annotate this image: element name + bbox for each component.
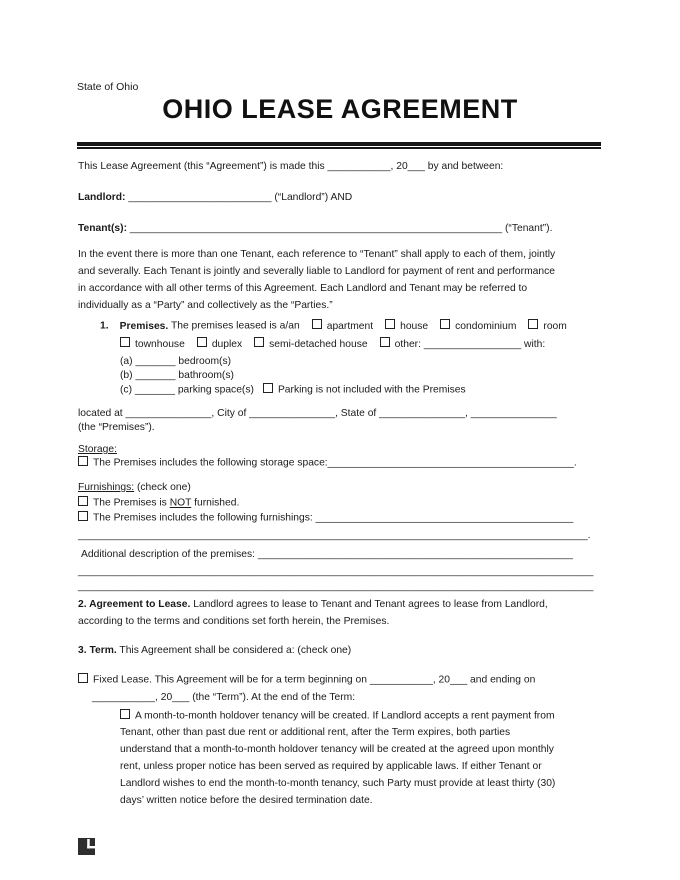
option-label: room bbox=[543, 320, 567, 332]
divider-thick-line bbox=[77, 142, 601, 146]
page-title: OHIO LEASE AGREEMENT bbox=[162, 94, 518, 124]
title-divider bbox=[77, 142, 601, 149]
option-label: duplex bbox=[211, 338, 243, 350]
agreement-to-lease-heading: 2. Agreement to Lease. bbox=[78, 599, 191, 610]
agreement-to-lease-line-1 bbox=[78, 598, 548, 612]
tenant-blank: _________________________________________________________________ (“Tenant”). bbox=[127, 223, 553, 234]
additional-blank-line: __________________________________________________________________________________________ bbox=[78, 566, 594, 577]
checkbox-not-furnished[interactable] bbox=[78, 496, 88, 506]
term-heading: 3. Term. bbox=[78, 645, 117, 656]
premises-lead: The premises leased is a/an bbox=[168, 320, 300, 332]
checkbox-apartment[interactable] bbox=[312, 319, 322, 329]
made-line: This Lease Agreement (this “Agreement”) is made this ___________, 20___ by and between: bbox=[78, 161, 504, 172]
checkbox-other[interactable] bbox=[380, 337, 390, 347]
term-body: This Agreement shall be considered a: (check one) bbox=[116, 645, 352, 656]
other-label: other: bbox=[394, 338, 421, 350]
option-semi-detached-house bbox=[254, 339, 367, 350]
option-label: townhouse bbox=[135, 338, 185, 350]
option-other bbox=[380, 339, 546, 350]
checkbox-holdover-tenancy[interactable] bbox=[120, 709, 130, 719]
fixed-lease-line-1 bbox=[78, 673, 535, 688]
option-condominium bbox=[440, 321, 516, 332]
parking-spaces-text: (c) _______ parking space(s) bbox=[120, 384, 254, 396]
tenant-line bbox=[78, 222, 552, 236]
agreement-to-lease-body: Landlord agrees to lease to Tenant and Tenant agrees to lease from Landlord, bbox=[190, 599, 548, 610]
not-furnished-post: furnished. bbox=[191, 497, 240, 509]
holdover-line: rent, unless proper notice has been served as required by applicable laws. If either Tenant or bbox=[120, 761, 542, 772]
joint-paragraph-line: In the event there is more than one Tenant, each reference to “Tenant” shall apply to each of them, jointly bbox=[78, 249, 556, 260]
option-townhouse bbox=[120, 339, 185, 350]
furnishings-overflow-blank: _________________________________________________________________________________________. bbox=[78, 530, 591, 541]
checkbox-semi-detached-house[interactable] bbox=[254, 337, 264, 347]
premises-item-c bbox=[120, 383, 466, 398]
premises-line-2 bbox=[120, 337, 545, 352]
not-word: NOT bbox=[169, 497, 192, 509]
option-apartment bbox=[312, 321, 373, 332]
not-furnished-line bbox=[78, 496, 239, 511]
landlord-label: Landlord: bbox=[78, 192, 126, 203]
joint-paragraph-line: in accordance with all other terms of this Agreement. Each Landlord and Tenant may be referred to bbox=[78, 283, 528, 294]
option-house bbox=[385, 321, 428, 332]
premises-parenthetical: (the “Premises”). bbox=[78, 422, 155, 433]
not-furnished-pre: The Premises is bbox=[93, 497, 170, 509]
fixed-lease-line-2: ___________, 20___ (the “Term”). At the end of the Term: bbox=[92, 692, 356, 703]
with-label: with: bbox=[524, 338, 546, 350]
checkbox-house[interactable] bbox=[385, 319, 395, 329]
premises-line-1 bbox=[100, 319, 567, 334]
additional-description-line: Additional description of the premises: _______________________________________________________ bbox=[81, 549, 573, 560]
furnishings-heading-suffix: (check one) bbox=[134, 482, 191, 493]
state-label: State of Ohio bbox=[77, 81, 139, 93]
checkbox-duplex[interactable] bbox=[197, 337, 207, 347]
checkbox-fixed-lease[interactable] bbox=[78, 673, 88, 683]
additional-blank-line: __________________________________________________________________________________________ bbox=[78, 581, 594, 592]
premises-heading: Premises. bbox=[119, 320, 169, 332]
term-line bbox=[78, 644, 351, 658]
checkbox-parking-not-included[interactable] bbox=[263, 383, 273, 393]
holdover-line: Landlord wishes to end the month-to-month tenancy, such Party must provide at least thirty (30) bbox=[120, 778, 556, 789]
premises-number: 1. bbox=[100, 320, 109, 332]
holdover-line bbox=[120, 709, 555, 724]
parking-not-included-label: Parking is not included with the Premises bbox=[277, 384, 466, 396]
tenant-label: Tenant(s): bbox=[78, 223, 128, 234]
legal-templates-logo-icon bbox=[78, 838, 95, 855]
other-blank: _________________ bbox=[420, 338, 525, 350]
fixed-lease-text: Fixed Lease. This Agreement will be for a term beginning on ___________, 20___ and ending on bbox=[93, 674, 536, 686]
option-label: apartment bbox=[326, 320, 374, 332]
holdover-text: A month-to-month holdover tenancy will be created. If Landlord accepts a rent payment from bbox=[135, 710, 555, 722]
landlord-blank: _________________________ (“Landlord”) AND bbox=[125, 192, 353, 203]
option-label: house bbox=[400, 320, 429, 332]
joint-paragraph-line: and severally. Each Tenant is jointly and severally liable to Landlord for payment of rent and performance bbox=[78, 266, 555, 277]
holdover-line: Tenant, other than past due rent or additional rent, after the Term expires, both parties bbox=[120, 727, 511, 738]
checkbox-townhouse[interactable] bbox=[120, 337, 130, 347]
storage-heading: Storage: bbox=[78, 444, 117, 455]
includes-furnishings-line bbox=[78, 511, 573, 526]
option-label: condominium bbox=[455, 320, 517, 332]
option-label: semi-detached house bbox=[269, 338, 368, 350]
located-line: located at _______________, City of _______________, State of _______________, _______________ bbox=[78, 408, 557, 419]
storage-option-text: The Premises includes the following storage space:___________________________________________. bbox=[93, 457, 577, 469]
divider-thin-line bbox=[77, 147, 601, 149]
checkbox-includes-furnishings[interactable] bbox=[78, 511, 88, 521]
storage-option-line bbox=[78, 456, 577, 471]
furnishings-heading: Furnishings: bbox=[78, 482, 135, 493]
agreement-to-lease-line-2: according to the terms and conditions set forth herein, the Premises. bbox=[78, 616, 390, 627]
premises-item-b: (b) _______ bathroom(s) bbox=[120, 370, 234, 381]
checkbox-storage-space[interactable] bbox=[78, 456, 88, 466]
holdover-line: understand that a month-to-month holdover tenancy will be created at the agreed upon monthly bbox=[120, 744, 554, 755]
landlord-line bbox=[78, 191, 352, 205]
holdover-line: days’ written notice before the desired termination date. bbox=[120, 795, 373, 806]
includes-furnishings-text: The Premises includes the following furnishings: _____________________________________________ bbox=[93, 512, 574, 524]
joint-paragraph-line: individually as a “Party” and collectively as the “Parties.” bbox=[78, 300, 333, 311]
checkbox-room[interactable] bbox=[528, 319, 538, 329]
furnishings-heading-line bbox=[78, 481, 191, 495]
premises-item-a: (a) _______ bedroom(s) bbox=[120, 356, 232, 367]
checkbox-condominium[interactable] bbox=[440, 319, 450, 329]
option-room bbox=[528, 321, 566, 332]
option-duplex bbox=[197, 339, 242, 350]
